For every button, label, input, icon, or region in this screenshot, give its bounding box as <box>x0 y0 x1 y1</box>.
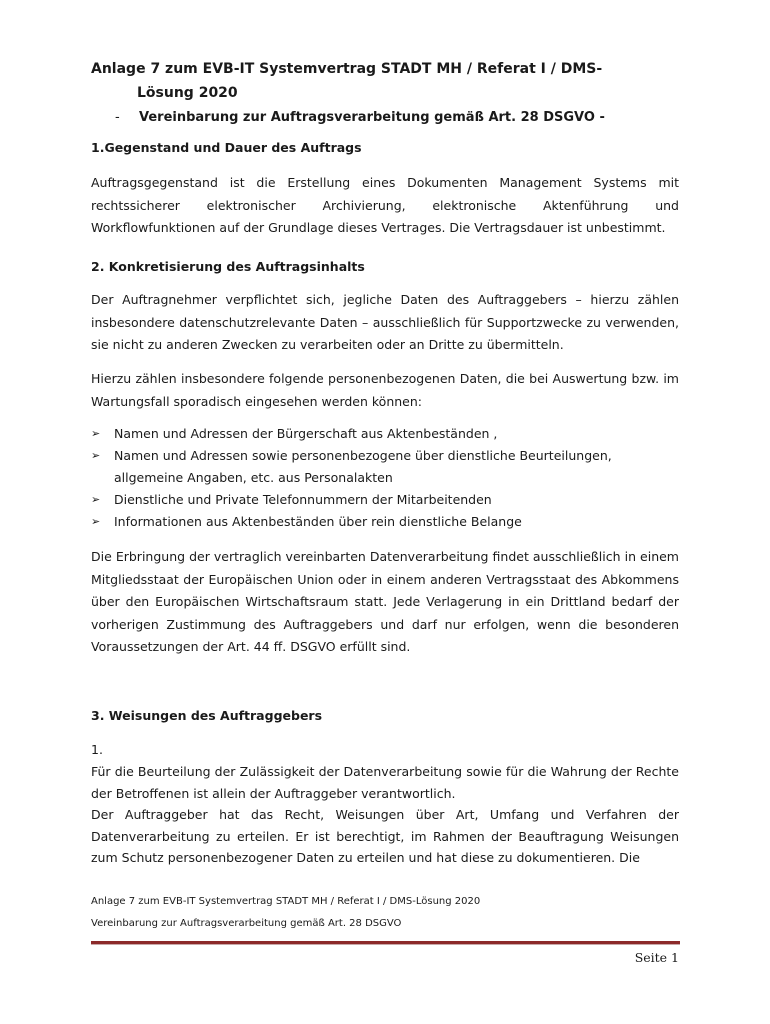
footer-line-2: Vereinbarung zur Auftragsverarbeitung gemäß Art. 28 DSGVO <box>91 918 402 929</box>
arrow-bullet-icon: ➢ <box>91 449 101 462</box>
subtitle-dash-right: - <box>599 110 605 125</box>
document-subtitle <box>115 108 605 128</box>
list-item <box>91 445 679 489</box>
arrow-bullet-icon: ➢ <box>91 427 101 440</box>
list-item <box>91 489 679 511</box>
section-1-heading: 1.Gegenstand und Dauer des Auftrags <box>91 140 362 155</box>
list-item <box>91 423 679 445</box>
data-categories-list <box>91 423 679 533</box>
footer-line-1: Anlage 7 zum EVB-IT Systemvertrag STADT MH / Referat I / DMS-Lösung 2020 <box>91 896 481 907</box>
list-item-text: Namen und Adressen sowie personenbezogene über dienstliche Beurteilungen, allgemeine Angaben, etc. aus Personalakten <box>114 448 612 485</box>
page-number: Seite 1 <box>634 950 679 965</box>
section-3-heading: 3. Weisungen des Auftraggebers <box>91 708 323 723</box>
section-2-paragraph-1: Der Auftragnehmer verpflichtet sich, jegliche Daten des Auftraggebers – hierzu zählen insbesondere datenschutzrelevante Daten – ausschließlich für Supportzwecke zu verwenden, sie nicht zu anderen Zwecken zu verarbeiten oder an Dritte zu übermitteln. <box>91 292 679 352</box>
list-item-text: Dienstliche und Private Telefonnummern der Mitarbeitenden <box>114 492 492 507</box>
arrow-bullet-icon: ➢ <box>91 493 101 506</box>
list-item-text: Informationen aus Aktenbeständen über rein dienstliche Belange <box>114 514 522 529</box>
section-2-heading: 2. Konkretisierung des Auftragsinhalts <box>91 259 365 274</box>
list-item-text: Namen und Adressen der Bürgerschaft aus Aktenbeständen , <box>114 426 498 441</box>
section-3-paragraph-1: Für die Beurteilung der Zulässigkeit der Datenverarbeitung sowie für die Wahrung der Rechte der Betroffenen ist allein der Auftraggeber verantwortlich. <box>91 764 679 801</box>
arrow-bullet-icon: ➢ <box>91 515 101 528</box>
section-3-number: 1. <box>91 742 103 757</box>
section-3-paragraph-2: Der Auftraggeber hat das Recht, Weisungen über Art, Umfang und Verfahren der Datenverarbeitung zu erteilen. Er ist berechtigt, im Rahmen der Beauftragung Weisungen zum Schutz personenbezogener Daten zu erteilen und hat diese zu dokumentieren. Die <box>91 807 679 865</box>
section-1-text: Auftragsgegenstand ist die Erstellung eines Dokumenten Management Systems mit rechtssicherer elektronischer Archivierung, elektronische Aktenführung und Workflowfunktionen auf der Grundlage dieses Vertrages. Die Vertragsdauer ist unbestimmt. <box>91 175 679 235</box>
footer-divider <box>91 941 680 945</box>
section-2-paragraph-3: Die Erbringung der vertraglich vereinbarten Datenverarbeitung findet ausschließlich in einem Mitgliedsstaat der Europäischen Union oder in einem anderen Vertragsstaat des Abkommens über den Europäischen Wirtschaftsraum statt. Jede Verlagerung in ein Drittland bedarf der vorherigen Zustimmung des Auftraggebers und darf nur erfolgen, wenn die besonderen Voraussetzungen der Art. 44 ff. DSGVO erfüllt sind. <box>91 549 679 654</box>
section-2-paragraph-2: Hierzu zählen insbesondere folgende personenbezogenen Daten, die bei Auswertung bzw. im Wartungsfall sporadisch eingesehen werden können: <box>91 371 679 409</box>
subtitle-text: Vereinbarung zur Auftragsverarbeitung gemäß Art. 28 DSGVO <box>139 110 595 125</box>
list-item <box>91 511 679 533</box>
title-line-1: Anlage 7 zum EVB-IT Systemvertrag STADT MH / Referat I / DMS- <box>91 61 603 77</box>
subtitle-dash-left: - <box>115 110 120 125</box>
title-line-2: Lösung 2020 <box>137 85 238 101</box>
document-title <box>91 57 691 105</box>
